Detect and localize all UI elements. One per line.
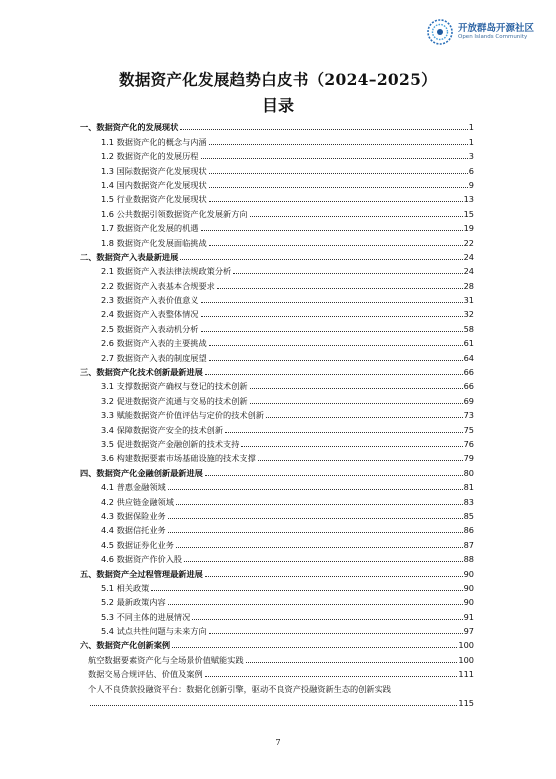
toc-entry-label: 5.1 相关政策: [101, 582, 150, 593]
toc-entry-label: 个人不良贷款投融资平台：数据化创新引擎，驱动不良资产投融资新生态的创新实践: [88, 683, 391, 694]
toc-entry-page: 69: [463, 395, 474, 406]
toc-entry-page: 81: [463, 482, 474, 493]
toc-entry-label: 3.3 赋能数据资产价值评估与定价的技术创新: [101, 410, 264, 421]
toc-entry-page: 1: [468, 136, 474, 147]
toc-entry[interactable]: [80, 276, 474, 290]
toc-entry-label: 1.5 行业数据资产化发展现状: [101, 194, 207, 205]
logo: [426, 18, 534, 46]
toc-entry-page: 32: [463, 309, 474, 320]
toc-entry-label: 4.5 数据证券化业务: [101, 539, 174, 550]
toc-entry-page: 83: [463, 496, 474, 507]
toc-entry-page: 90: [463, 597, 474, 608]
toc-entry-label: 2.3 数据资产入表价值意义: [101, 295, 199, 306]
toc-entry[interactable]: [80, 233, 474, 247]
toc-entry-page: 3: [468, 151, 474, 162]
toc-leader-dots: [201, 158, 468, 159]
toc-entry[interactable]: [80, 622, 474, 636]
toc-leader-dots: [168, 518, 463, 519]
toc-entry-label: 三、数据资产化技术创新最新进展: [80, 367, 203, 378]
toc-entry[interactable]: [80, 463, 474, 477]
toc-entry-page: 91: [463, 611, 474, 622]
toc-entry[interactable]: [80, 204, 474, 218]
toc-leader-dots: [205, 475, 463, 476]
toc-entry-page: 9: [468, 179, 474, 190]
toc-entry[interactable]: [80, 636, 474, 650]
toc-entry[interactable]: [80, 420, 474, 434]
toc-entry[interactable]: [80, 363, 474, 377]
toc-entry-page: 73: [463, 410, 474, 421]
toc-leader-dots: [176, 547, 463, 548]
toc-leader-dots: [241, 446, 462, 447]
toc-entry[interactable]: [80, 478, 474, 492]
toc-entry-page: 87: [463, 539, 474, 550]
toc-entry-label: 4.4 数据信托业务: [101, 525, 166, 536]
toc-entry-page: 76: [463, 438, 474, 449]
toc-entry[interactable]: [80, 406, 474, 420]
toc-leader-dots: [205, 576, 463, 577]
toc-entry-label: 5.3 不同主体的进展情况: [101, 611, 191, 622]
toc-leader-dots: [209, 633, 463, 634]
toc-entry-label: 3.4 保障数据资产安全的技术创新: [101, 424, 224, 435]
toc-entry[interactable]: [80, 348, 474, 362]
toc-entry-page: 115: [458, 698, 474, 709]
toc-leader-dots: [246, 662, 458, 663]
toc-entry-page: 13: [463, 194, 474, 205]
toc-entry-page: 31: [463, 295, 474, 306]
toc-entry[interactable]: [80, 291, 474, 305]
toc-entry[interactable]: [80, 593, 474, 607]
toc-leader-dots: [209, 201, 463, 202]
toc-leader-dots: [151, 590, 462, 591]
toc-entry-page: 88: [463, 554, 474, 565]
toc-entry-page: 24: [463, 251, 474, 262]
toc-leader-dots: [209, 345, 463, 346]
toc-leader-dots: [168, 489, 463, 490]
toc-leader-dots: [209, 144, 468, 145]
toc-entry-label: 4.2 供应链金融领域: [101, 496, 174, 507]
toc-entry-page: 80: [463, 467, 474, 478]
toc-entry-label: 4.3 数据保险业务: [101, 510, 166, 521]
toc-entry-label: 六、数据资产化创新案例: [80, 640, 171, 651]
toc-entry-label: 五、数据资产全过程管理最新进展: [80, 568, 203, 579]
toc-entry-page: 85: [463, 510, 474, 521]
toc-entry[interactable]: [80, 535, 474, 549]
toc-entry-page: 75: [463, 424, 474, 435]
document-title: 数据资产化发展趋势白皮书（2024–2025）: [119, 70, 437, 89]
toc-entry-page: 24: [463, 266, 474, 277]
toc-entry-page: 97: [463, 626, 474, 637]
toc-leader-dots: [217, 288, 463, 289]
toc-entry-page: 90: [463, 582, 474, 593]
toc-entry-label: 数据交易合规评估、价值及案例: [88, 669, 203, 680]
toc-leader-dots: [225, 432, 463, 433]
toc-entry[interactable]: [80, 507, 474, 521]
toc-entry-page: 66: [463, 381, 474, 392]
toc-entry[interactable]: [80, 391, 474, 405]
toc-entry[interactable]: [80, 248, 474, 262]
toc-entry-page: 66: [463, 367, 474, 378]
toc-leader-dots: [90, 705, 457, 706]
toc-entry[interactable]: [80, 219, 474, 233]
toc-entry-page: 28: [463, 280, 474, 291]
toc-entry-label: 2.6 数据资产入表的主要挑战: [101, 338, 207, 349]
toc-entry[interactable]: [80, 161, 474, 175]
toc-entry[interactable]: [80, 190, 474, 204]
toc-entry-page: 6: [468, 165, 474, 176]
toc-leader-dots: [209, 173, 468, 174]
toc-entry-page: 58: [463, 323, 474, 334]
open-islands-logo-icon: [426, 18, 454, 46]
toc-leader-dots: [201, 316, 463, 317]
toc-entry-page: 100: [458, 640, 474, 651]
toc-leader-dots: [250, 216, 463, 217]
toc-entry[interactable]: [80, 521, 474, 535]
toc-entry-label: 2.2 数据资产入表基本合规要求: [101, 280, 215, 291]
toc-entry-label: 4.1 普惠金融领域: [101, 482, 166, 493]
toc-entry[interactable]: [80, 550, 474, 564]
toc-entry-label: 5.4 试点共性问题与未来方向: [101, 626, 207, 637]
toc-leader-dots: [176, 504, 463, 505]
toc-leader-dots: [233, 273, 462, 274]
toc-leader-dots: [209, 360, 463, 361]
toc-entry[interactable]: [80, 449, 474, 463]
toc-entry[interactable]: [80, 319, 474, 333]
toc-leader-dots: [168, 532, 463, 533]
toc-leader-dots: [201, 230, 463, 231]
logo-subtitle: Open Islands Community: [457, 34, 528, 40]
toc-entry[interactable]: [80, 147, 474, 161]
toc-entry-page: 19: [463, 223, 474, 234]
toc-entry-label: 3.6 构建数据要素市场基础设施的技术支撑: [101, 453, 256, 464]
toc-entry-label: 5.2 最新政策内容: [101, 597, 166, 608]
toc-leader-dots: [168, 604, 463, 605]
toc-leader-dots: [192, 619, 462, 620]
toc-leader-dots: [266, 417, 463, 418]
toc-leader-dots: [201, 302, 463, 303]
toc-entry-label: 四、数据资产化金融创新最新进展: [80, 467, 203, 478]
toc-entry-page: 1: [468, 122, 474, 133]
toc-entry-label: 1.7 数据资产化发展的机遇: [101, 223, 199, 234]
toc-entry[interactable]: [80, 665, 474, 679]
toc-entry[interactable]: [80, 435, 474, 449]
toc-entry-label: 1.8 数据资产化发展面临挑战: [101, 237, 207, 248]
toc-leader-dots: [184, 561, 462, 562]
toc-leader-dots: [201, 331, 463, 332]
toc-entry-page: 61: [463, 338, 474, 349]
toc-entry[interactable]: [80, 694, 474, 708]
toc-leader-dots: [250, 388, 463, 389]
page-number: 7: [275, 738, 281, 747]
toc-entry-label: 1.4 国内数据资产化发展现状: [101, 179, 207, 190]
toc-heading: 目录: [261, 96, 294, 115]
toc-entry[interactable]: [80, 305, 474, 319]
toc-entry-page: 90: [463, 568, 474, 579]
toc-entry-label: 2.7 数据资产入表的制度展望: [101, 352, 207, 363]
toc-leader-dots: [180, 259, 462, 260]
toc-entry-label: 3.2 促进数据资产流通与交易的技术创新: [101, 395, 248, 406]
toc-entry-label: 1.2 数据资产化的发展历程: [101, 151, 199, 162]
toc-entry-page: 22: [463, 237, 474, 248]
toc-leader-dots: [250, 403, 463, 404]
table-of-contents: [80, 118, 474, 708]
toc-entry-label: 2.1 数据资产入表法律法规政策分析: [101, 266, 232, 277]
toc-entry-label: 4.6 数据资产作价入股: [101, 554, 183, 565]
toc-entry-page: 100: [458, 654, 474, 665]
toc-entry[interactable]: [80, 650, 474, 664]
toc-leader-dots: [209, 245, 463, 246]
toc-entry-page: 111: [458, 669, 474, 680]
toc-entry[interactable]: [80, 679, 474, 693]
toc-entry-label: 航空数据要素资产化与全场景价值赋能实践: [88, 654, 244, 665]
toc-entry-page: 64: [463, 352, 474, 363]
toc-entry[interactable]: [80, 579, 474, 593]
toc-entry-label: 二、数据资产入表最新进展: [80, 251, 179, 262]
toc-entry[interactable]: [80, 492, 474, 506]
toc-entry[interactable]: [80, 334, 474, 348]
toc-entry-label: 一、数据资产化的发展现状: [80, 122, 179, 133]
toc-entry-page: 86: [463, 525, 474, 536]
toc-entry-label: 2.5 数据资产入表动机分析: [101, 323, 199, 334]
toc-entry-label: 1.6 公共数据引领数据资产化发展新方向: [101, 208, 248, 219]
toc-leader-dots: [258, 460, 463, 461]
toc-entry-label: 1.1 数据资产化的概念与内涵: [101, 136, 207, 147]
toc-leader-dots: [205, 676, 458, 677]
toc-entry[interactable]: [80, 132, 474, 146]
toc-entry-page: 79: [463, 453, 474, 464]
toc-entry-label: 3.1 支撑数据资产确权与登记的技术创新: [101, 381, 248, 392]
toc-entry[interactable]: [80, 607, 474, 621]
toc-leader-dots: [180, 129, 468, 130]
toc-leader-dots: [205, 374, 463, 375]
toc-leader-dots: [172, 647, 457, 648]
toc-entry[interactable]: [80, 118, 474, 132]
toc-entry[interactable]: [80, 262, 474, 276]
toc-entry[interactable]: [80, 377, 474, 391]
toc-entry[interactable]: [80, 176, 474, 190]
toc-entry-label: 3.5 促进数据资产金融创新的技术支持: [101, 438, 240, 449]
toc-entry-label: 2.4 数据资产入表整体情况: [101, 309, 199, 320]
toc-entry[interactable]: [80, 564, 474, 578]
toc-leader-dots: [209, 187, 468, 188]
logo-title: 开放群岛开源社区: [457, 23, 534, 34]
toc-entry-label: 1.3 国际数据资产化发展现状: [101, 165, 207, 176]
toc-entry-page: 15: [463, 208, 474, 219]
